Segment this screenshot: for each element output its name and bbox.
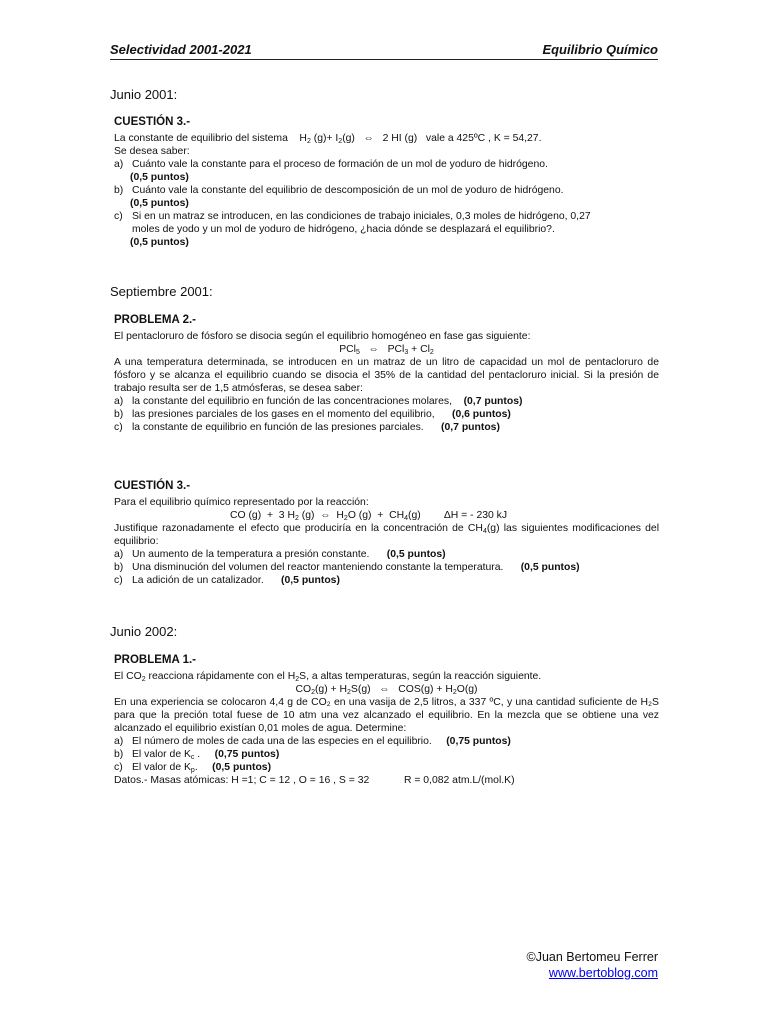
problema-2-2001 <box>114 314 659 434</box>
header-course: Selectividad 2001-2021 <box>110 42 252 57</box>
page-header <box>110 42 658 60</box>
item-b: b) El valor de $K_c$ . (0,75 puntos) <box>114 749 280 761</box>
question-intro: La constante de equilibrio del sistema $H_2$ $(g)+ I_2(g)$ ⇔ 2 HI (g) vale a 425ºC , K = 54,27. <box>114 133 542 145</box>
problem-intro: El $CO_2$ reacciona rápidamente con el $H_2S$, a altas temperaturas, según la reacción siguiente. <box>114 671 542 683</box>
author-credit: ©Juan Bertomeu Ferrer <box>526 950 658 964</box>
question-paragraph: Justifique razonadamente el efecto que produciría en la concentración de $CH_4(g)$ las siguientes modificaciones del equilibrio: <box>114 523 660 547</box>
problem-paragraph: En una experiencia se colocaron 4,4 g de CO₂ en una vasija de 2,5 litros, a 337 ºC, y una cantidad suficiente de H₂S para que la preción total fuese de 10 atm una vez alcanzado el equilibrio. En la mezcla que se obtiene una vez alcanzado el equilibrio existían 0,01 moles de agua. Determine: <box>114 697 659 734</box>
cuestion-3-2001 <box>114 116 659 249</box>
reaction-equation: $CO_2(g) + H_2S(g)$ ⇔ $COS(g) + H_2O(g)$ <box>295 684 478 696</box>
item-a-points: (0,5 puntos) <box>130 172 189 183</box>
website-link[interactable]: www.bertoblog.com <box>548 966 658 980</box>
section-label-septiembre-2001: Septiembre 2001: <box>110 284 213 299</box>
item-a: a) Cuánto vale la constante para el proceso de formación de un mol de yoduro de hidrógeno. <box>114 159 548 170</box>
item-b: b) Cuánto vale la constante del equilibrio de descomposición de un mol de yoduro de hidrógeno. <box>114 185 564 196</box>
reaction-equation: PCl$_5$ ⇔ $PCl_3 + Cl_2$ <box>339 344 434 356</box>
cuestion-3-sept-2001 <box>114 480 659 587</box>
item-c: c) la constante de equilibrio en función de las presiones parciales. (0,7 puntos) <box>114 422 500 433</box>
question-ask: Se desea saber: <box>114 146 190 157</box>
item-a: a) la constante del equilibrio en función de las concentraciones molares, (0,7 puntos) <box>114 396 523 407</box>
problem-title: PROBLEMA 1.- <box>114 654 196 666</box>
data-line: Datos.- Masas atómicas: H =1; C = 12 , O = 16 , S = 32 R = 0,082 atm.L/(mol.K) <box>114 775 515 786</box>
question-intro: Para el equilibrio químico representado por la reacción: <box>114 497 369 508</box>
question-title: CUESTIÓN 3.- <box>114 116 191 128</box>
item-c-points: (0,5 puntos) <box>130 237 189 248</box>
section-label-junio-2001: Junio 2001: <box>110 87 178 102</box>
section-label-junio-2002: Junio 2002: <box>110 624 178 639</box>
problem-paragraph: A una temperatura determinada, se introducen en un matraz de un litro de capacidad un mol de pentacloruro de fósforo y se alcanza el equilibrio cuando se disocia el 35% de la cantidad del pentacloruro inicial. Si la presión de trabajo resulta ser de 1,5 atmósferas, se desea saber: <box>114 357 659 394</box>
item-a: a) Un aumento de la temperatura a presión constante. (0,5 puntos) <box>114 549 446 560</box>
reaction-equation: CO (g) + 3 $H_2$ (g) ⇔ $H_2O$ $(g) + CH_4(g)$ ΔH = - 230 kJ <box>230 510 508 522</box>
item-b-points: (0,5 puntos) <box>130 198 189 209</box>
item-b: b) Una disminución del volumen del reactor manteniendo constante la temperatura. (0,5 puntos) <box>114 562 580 573</box>
header-topic: Equilibrio Químico <box>542 42 658 57</box>
question-title: CUESTIÓN 3.- <box>114 480 191 492</box>
item-c: c) El valor de $K_p$. (0,5 puntos) <box>114 762 272 774</box>
item-c: c) Si en un matraz se introducen, en las condiciones de trabajo iniciales, 0,3 moles de hidrógeno, 0,27 moles de yodo y un mol de yoduro de hidrógeno, ¿hacia dónde se desplazará el equilibrio?. <box>114 211 591 235</box>
problem-intro: El pentacloruro de fósforo se disocia según el equilibrio homogéneo en fase gas siguiente: <box>114 331 531 342</box>
problema-1-2002 <box>114 654 659 787</box>
page-footer <box>527 949 658 981</box>
item-b: b) las presiones parciales de los gases en el momento del equilibrio, (0,6 puntos) <box>114 409 511 420</box>
item-c: c) La adición de un catalizador. (0,5 puntos) <box>114 575 340 586</box>
problem-title: PROBLEMA 2.- <box>114 314 196 326</box>
item-a: a) El número de moles de cada una de las especies en el equilibrio. (0,75 puntos) <box>114 736 511 747</box>
